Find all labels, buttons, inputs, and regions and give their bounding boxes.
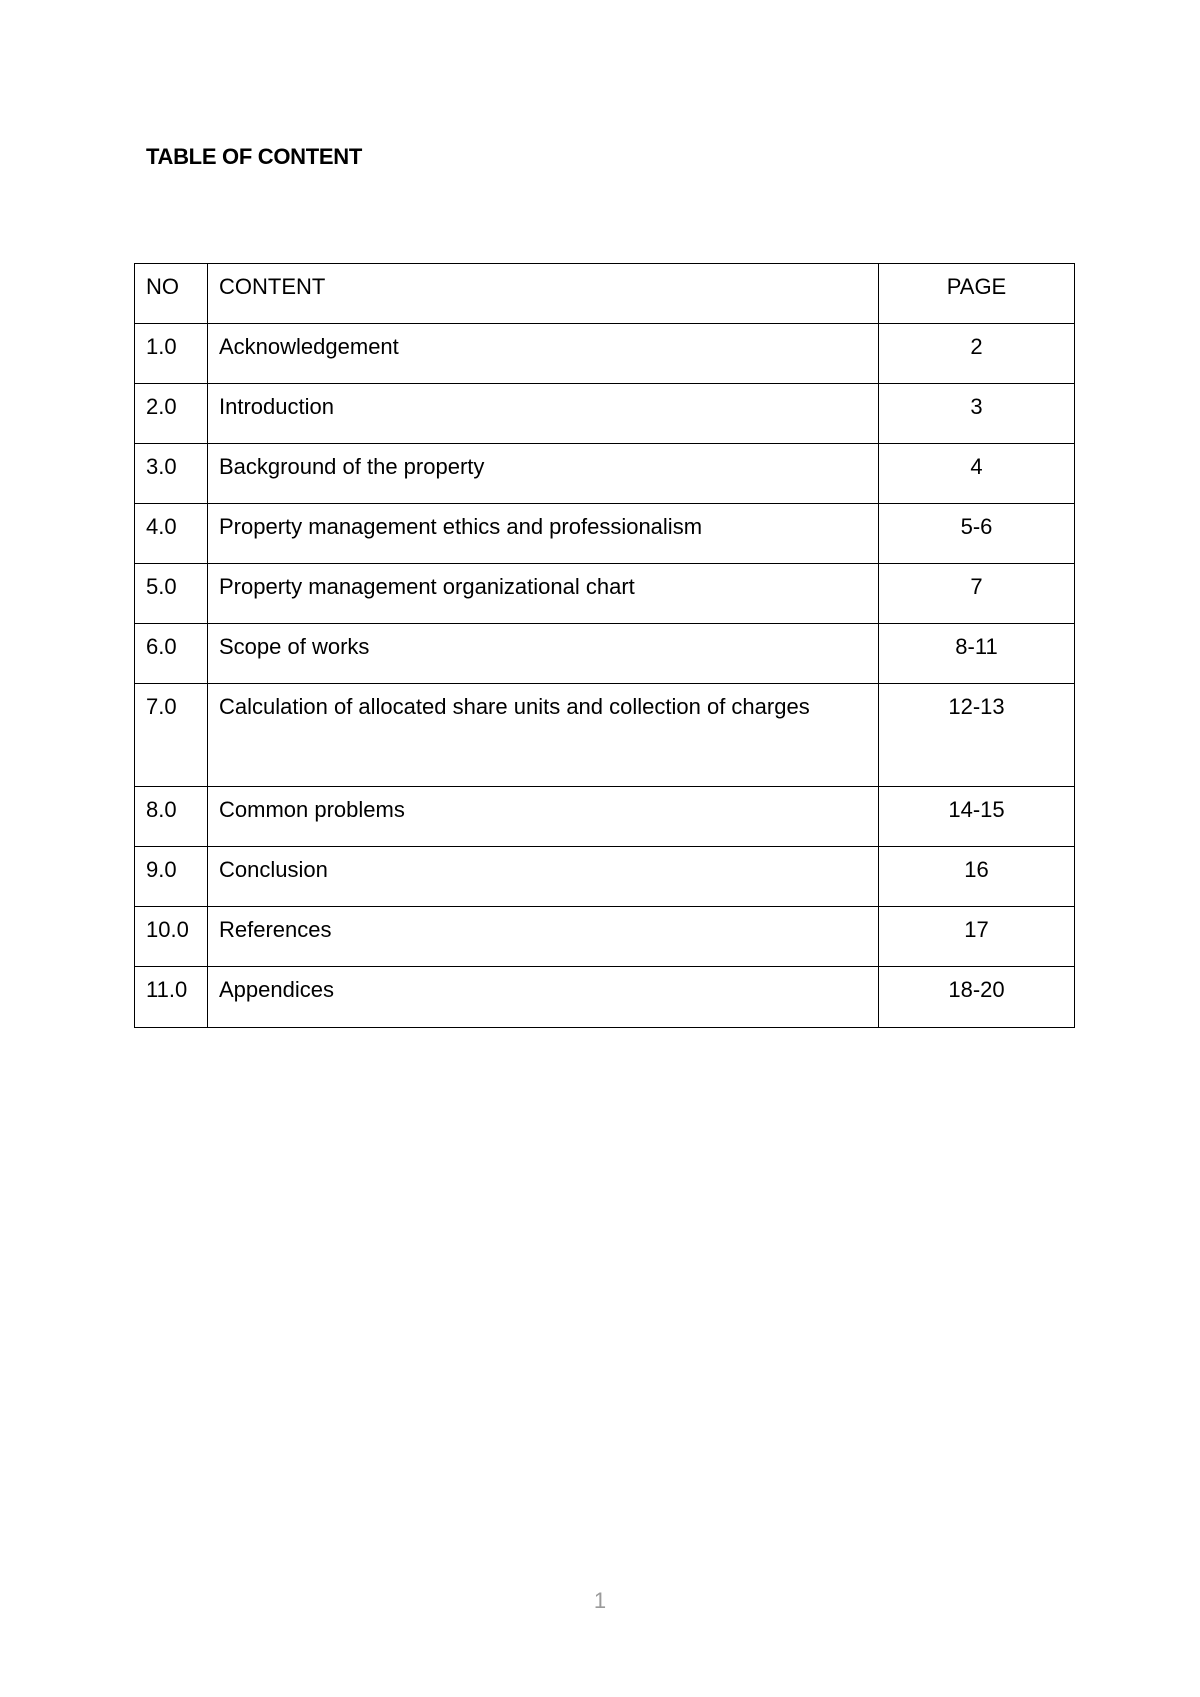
table-row <box>135 787 1075 847</box>
header-no: NO <box>135 264 208 324</box>
row-content: Appendices <box>208 967 879 1028</box>
row-content: Acknowledgement <box>208 324 879 384</box>
row-content: Property management ethics and professionalism <box>208 504 879 564</box>
row-no: 2.0 <box>135 384 208 444</box>
row-page: 12-13 <box>879 684 1075 787</box>
row-no: 10.0 <box>135 907 208 967</box>
table-row <box>135 907 1075 967</box>
row-page: 5-6 <box>879 504 1075 564</box>
page-number: 1 <box>593 1588 607 1613</box>
row-page: 3 <box>879 384 1075 444</box>
row-no: 5.0 <box>135 564 208 624</box>
row-no: 1.0 <box>135 324 208 384</box>
row-no: 7.0 <box>135 684 208 787</box>
header-content: CONTENT <box>208 264 879 324</box>
row-content: Property management organizational chart <box>208 564 879 624</box>
table-of-contents <box>134 263 1075 1028</box>
row-no: 9.0 <box>135 847 208 907</box>
row-page: 4 <box>879 444 1075 504</box>
row-content: Common problems <box>208 787 879 847</box>
row-page: 8-11 <box>879 624 1075 684</box>
row-no: 8.0 <box>135 787 208 847</box>
row-no: 11.0 <box>135 967 208 1028</box>
table-row <box>135 324 1075 384</box>
table-row <box>135 847 1075 907</box>
row-content: Calculation of allocated share units and collection of charges <box>208 684 879 787</box>
header-page: PAGE <box>879 264 1075 324</box>
row-page: 16 <box>879 847 1075 907</box>
row-page: 17 <box>879 907 1075 967</box>
table-row <box>135 624 1075 684</box>
row-content: Scope of works <box>208 624 879 684</box>
document-title: TABLE OF CONTENT <box>146 144 362 169</box>
row-no: 3.0 <box>135 444 208 504</box>
row-content: References <box>208 907 879 967</box>
table-row <box>135 504 1075 564</box>
table-row <box>135 564 1075 624</box>
row-no: 6.0 <box>135 624 208 684</box>
row-content: Introduction <box>208 384 879 444</box>
row-page: 2 <box>879 324 1075 384</box>
table-row <box>135 384 1075 444</box>
table-row <box>135 967 1075 1028</box>
table-row <box>135 444 1075 504</box>
table-header-row <box>135 264 1075 324</box>
row-no: 4.0 <box>135 504 208 564</box>
row-page: 7 <box>879 564 1075 624</box>
row-page: 14-15 <box>879 787 1075 847</box>
row-page: 18-20 <box>879 967 1075 1028</box>
row-content: Conclusion <box>208 847 879 907</box>
table-row <box>135 684 1075 787</box>
row-content: Background of the property <box>208 444 879 504</box>
